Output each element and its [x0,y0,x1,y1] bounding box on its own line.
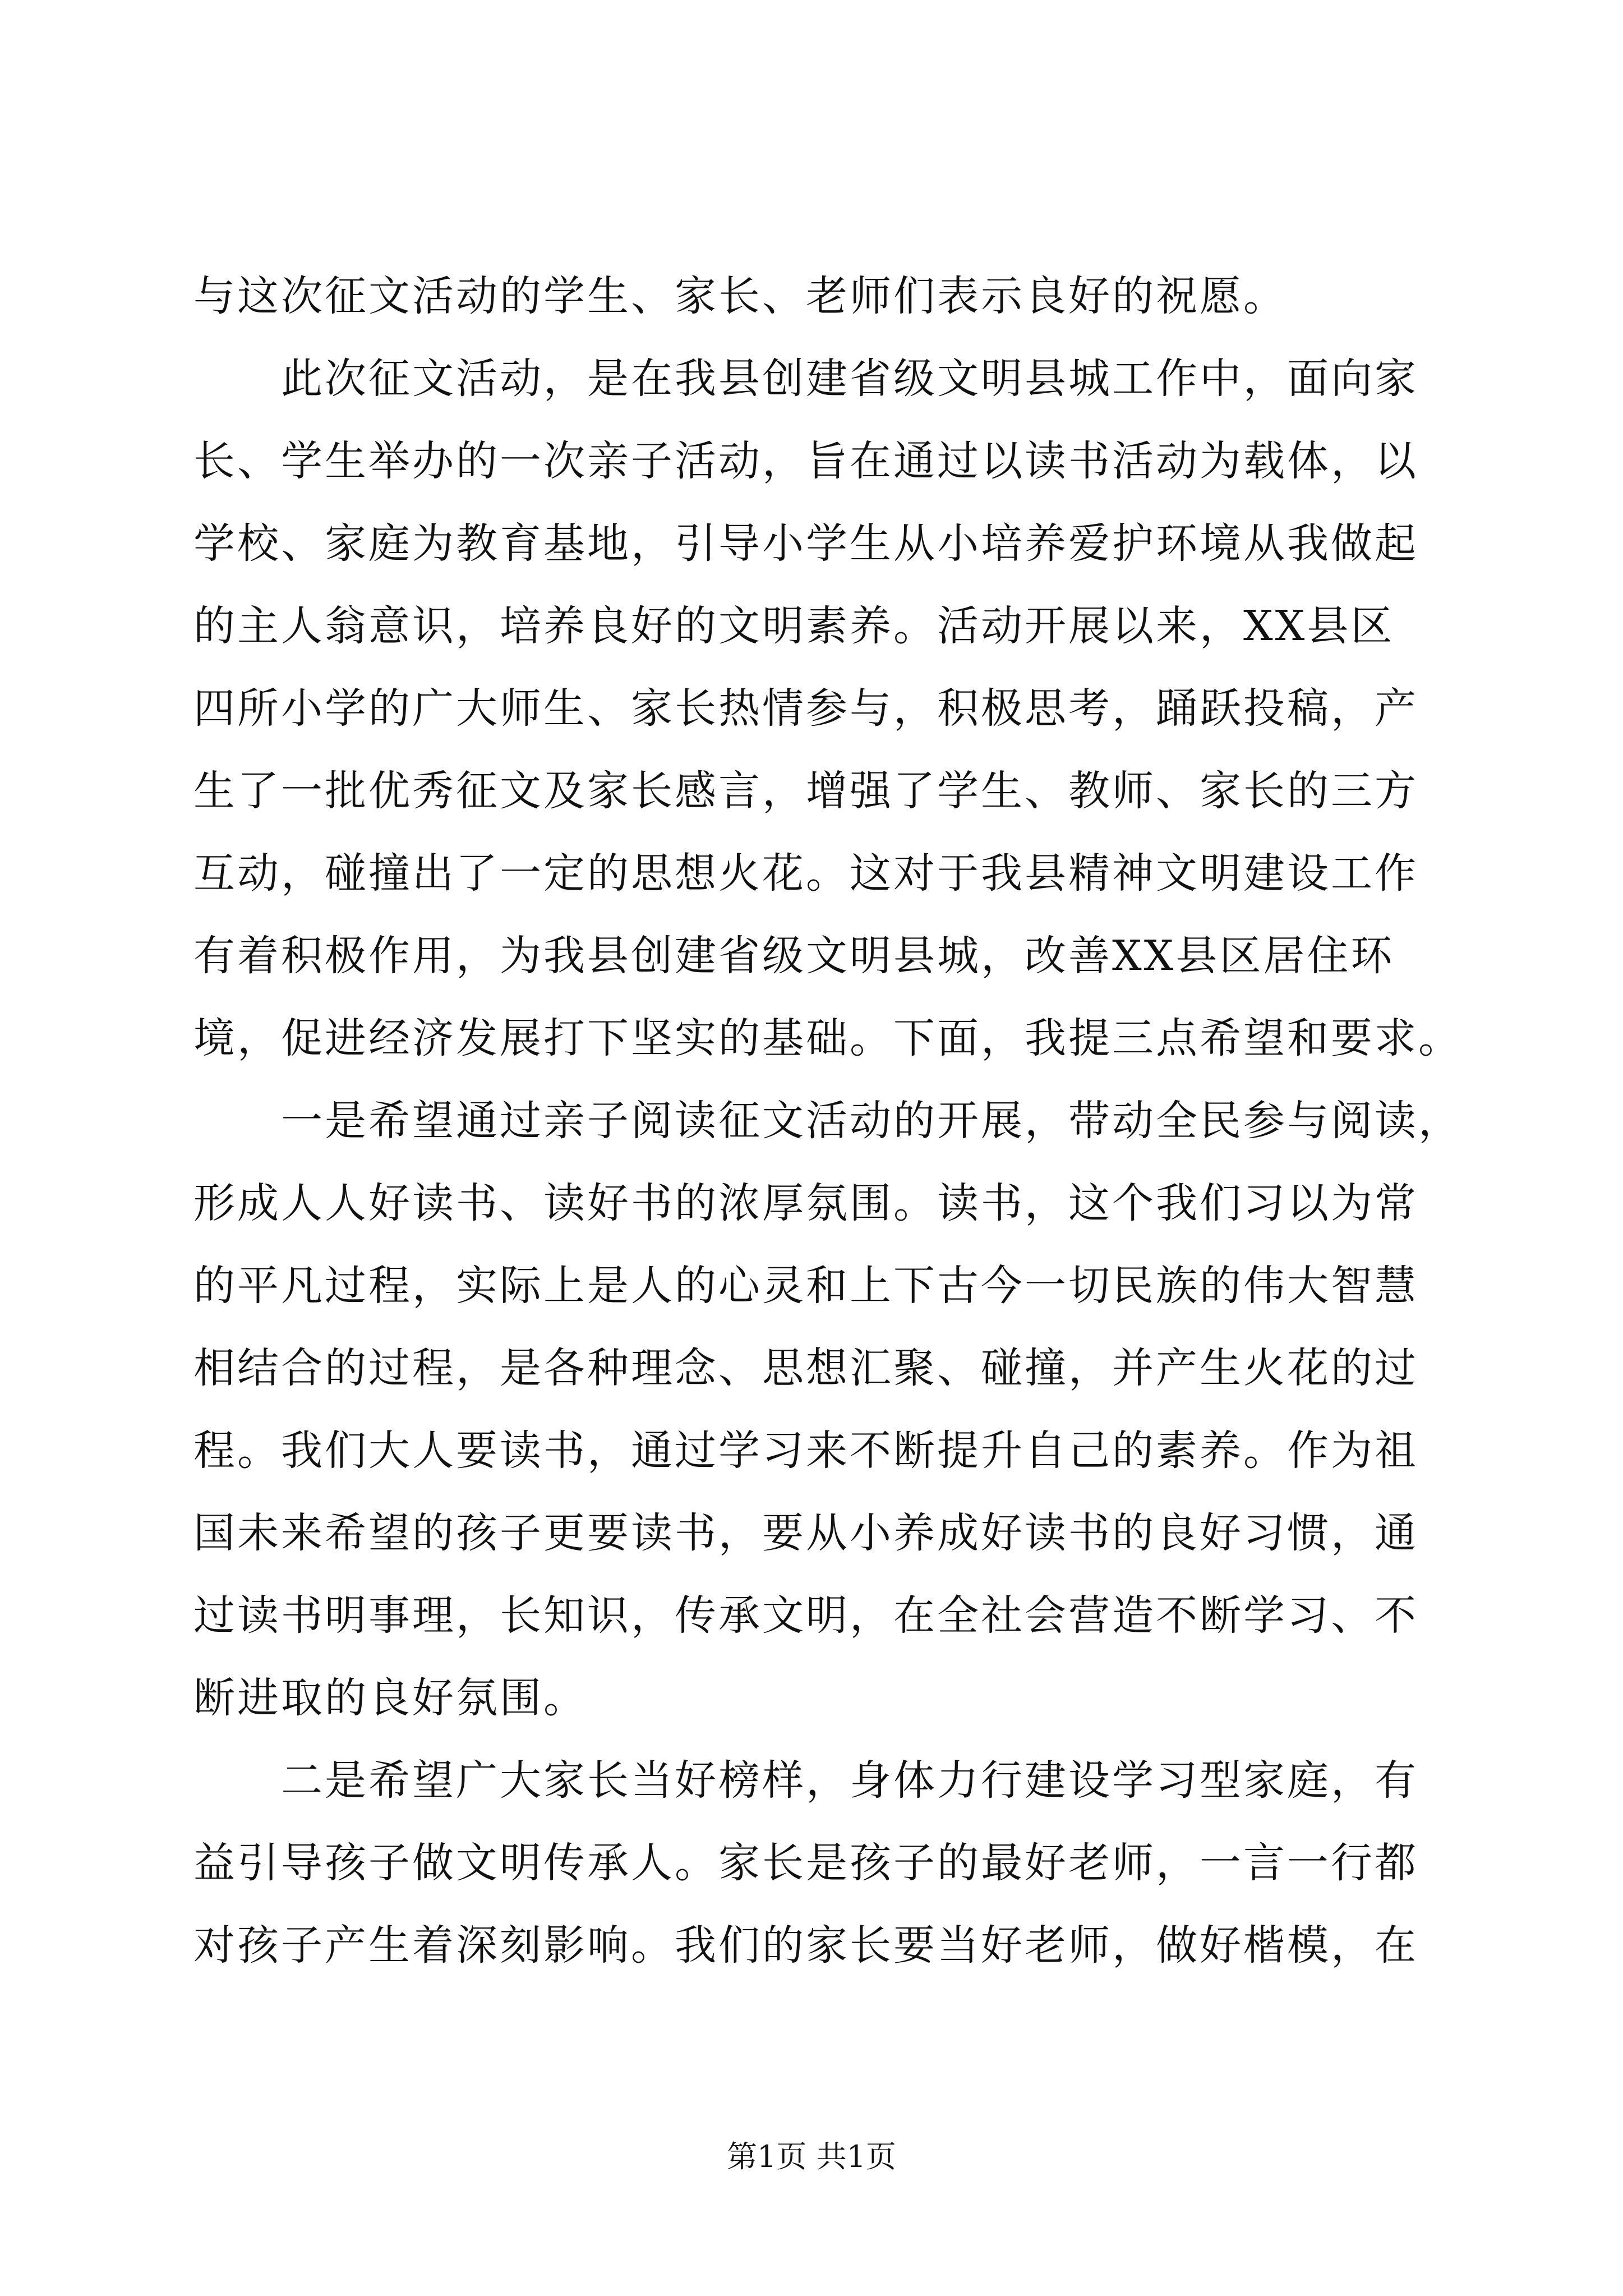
text-line: 程。我们大人要读书，通过学习来不断提升自己的素养。作为祖 [193,1427,1418,1475]
text-line: 一是希望通过亲子阅读征文活动的开展，带动全民参与阅读， [193,1097,1462,1145]
text-line: 益引导孩子做文明传承人。家长是孩子的最好老师，一言一行都 [193,1839,1418,1887]
text-line: 的平凡过程，实际上是人的心灵和上下古今一切民族的伟大智慧 [193,1262,1418,1310]
text-line: 过读书明事理，长知识，传承文明，在全社会营造不断学习、不 [193,1591,1418,1640]
text-line: 断进取的良好氛围。 [193,1674,587,1722]
text-line: 长、学生举办的一次亲子活动，旨在通过以读书活动为载体，以 [193,437,1418,485]
text-line: 国未来希望的孩子更要读书，要从小养成好读书的良好习惯，通 [193,1509,1418,1557]
text-line: 生了一批优秀征文及家长感言，增强了学生、教师、家长的三方 [193,767,1418,815]
text-line: 形成人人好读书、读好书的浓厚氛围。读书，这个我们习以为常 [193,1179,1418,1227]
text-line: 互动，碰撞出了一定的思想火花。这对于我县精神文明建设工作 [193,849,1418,898]
text-line: 学校、家庭为教育基地，引导小学生从小培养爱护环境从我做起 [193,519,1418,568]
text-line: 此次征文活动，是在我县创建省级文明县城工作中，面向家 [193,355,1418,403]
text-line: 的主人翁意识，培养良好的文明素养。活动开展以来，XX县区 [193,602,1395,650]
text-line: 四所小学的广大师生、家长热情参与，积极思考，踊跃投稿，产 [193,684,1418,733]
text-line: 对孩子产生着深刻影响。我们的家长要当好老师，做好楷模，在 [193,1921,1418,1970]
text-line: 有着积极作用，为我县创建省级文明县城，改善XX县区居住环 [193,932,1395,980]
page-number-footer: 第1页 共1页 [727,2139,896,2174]
text-line: 相结合的过程，是各种理念、思想汇聚、碰撞，并产生火花的过 [193,1344,1418,1392]
body-text [193,255,1462,1987]
text-line: 境，促进经济发展打下坚实的基础。下面，我提三点希望和要求。 [193,1014,1462,1062]
text-line: 与这次征文活动的学生、家长、老师们表示良好的祝愿。 [193,272,1287,320]
text-line: 二是希望广大家长当好榜样，身体力行建设学习型家庭，有 [193,1756,1418,1805]
